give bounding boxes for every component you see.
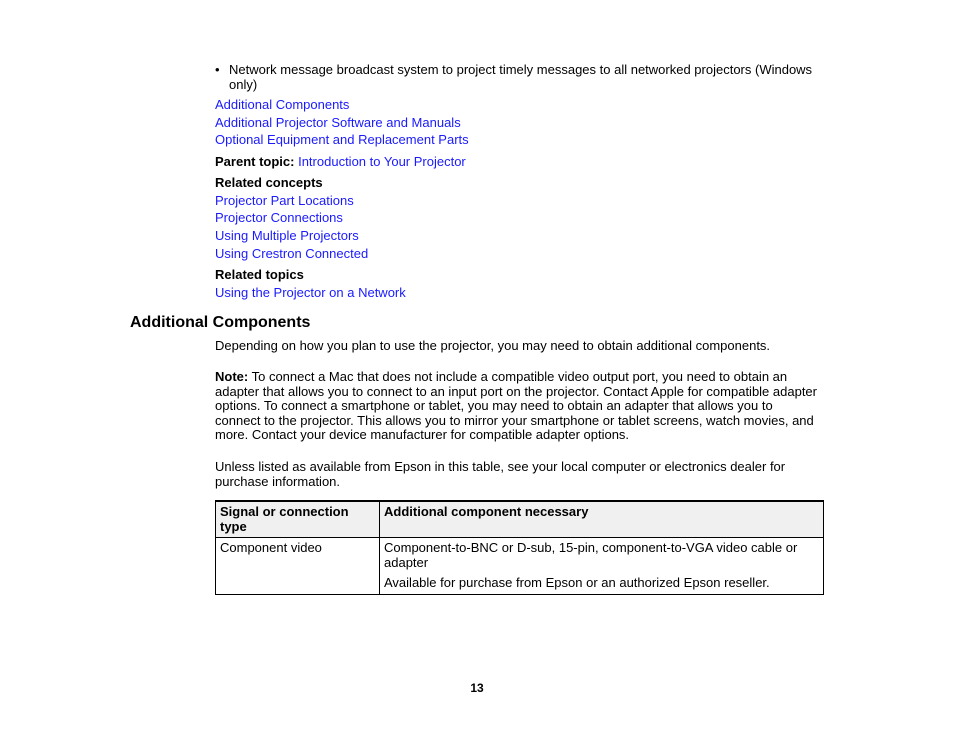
table-cell-details <box>380 538 824 595</box>
table-cell-detail: Available for purchase from Epson or an authorized Epson reseller. <box>384 575 770 590</box>
parent-topic <box>215 155 466 170</box>
link-parent-topic[interactable]: Introduction to Your Projector <box>298 154 466 169</box>
purchase-info-paragraph: Unless listed as available from Epson in this table, see your local computer or electronics dealer for purchase information. <box>215 459 786 489</box>
link-additional-software-manuals[interactable]: Additional Projector Software and Manuals <box>215 115 461 130</box>
table-cell-detail: Component-to-BNC or D-sub, 15-pin, component-to-VGA video cable or adapter <box>384 540 798 570</box>
related-concepts-heading: Related concepts <box>215 175 323 190</box>
link-optional-equipment[interactable]: Optional Equipment and Replacement Parts <box>215 132 469 147</box>
table-header-component: Additional component necessary <box>380 501 824 538</box>
section-intro: Depending on how you plan to use the projector, you may need to obtain additional components. <box>215 338 771 353</box>
note-text: To connect a Mac that does not include a compatible video output port, you need to obtain an adapter that allows you to connect to an input port on the projector. Contact Apple for compatible adapter options. To connect a smartphone or tablet, you may need to obtain an adapter that allows you to connect to the projector. This allows you to mirror your smartphone or tablet screens, watch movies, and more. Contact your device manufacturer for compatible adapter options. <box>215 369 817 442</box>
link-using-multiple-projectors[interactable]: Using Multiple Projectors <box>215 228 359 243</box>
related-topics-heading: Related topics <box>215 267 304 282</box>
section-title: Additional Components <box>130 314 311 331</box>
link-using-crestron-connected[interactable]: Using Crestron Connected <box>215 246 369 261</box>
link-additional-components[interactable]: Additional Components <box>215 97 350 112</box>
table-header-row <box>216 501 824 538</box>
table-header-signal-type: Signal or connection type <box>216 501 380 538</box>
table-cell-type: Component video <box>216 538 380 595</box>
bullet-marker: • <box>215 62 220 77</box>
note-label: Note: <box>215 369 249 384</box>
bullet-text: Network message broadcast system to project timely messages to all networked projectors (Windows only) <box>229 62 813 92</box>
note-paragraph <box>215 370 820 443</box>
page-number: 13 <box>470 681 484 695</box>
link-projector-part-locations[interactable]: Projector Part Locations <box>215 193 354 208</box>
table-row <box>216 538 824 595</box>
parent-topic-label: Parent topic: <box>215 154 295 169</box>
components-table <box>215 500 824 595</box>
link-projector-connections[interactable]: Projector Connections <box>215 210 343 225</box>
link-using-projector-network[interactable]: Using the Projector on a Network <box>215 285 406 300</box>
